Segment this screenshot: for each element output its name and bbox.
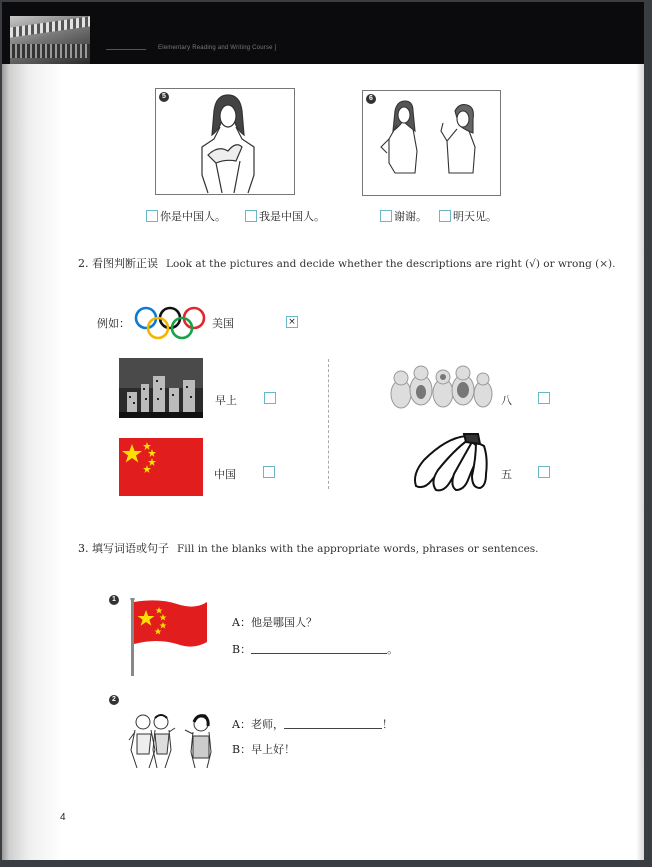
section-3-title-en: Fill in the blanks with the appropriate words, phrases or sentences. — [177, 543, 539, 555]
cats-picture — [387, 360, 493, 416]
item-number-5: 5 — [159, 92, 169, 102]
item-word-morning: 早上 — [215, 394, 237, 407]
section-2-title-en: Look at the pictures and decide whether the descriptions are right (√) or wrong (×). — [166, 258, 616, 270]
choice-6a-checkbox[interactable] — [380, 210, 392, 222]
woman-gesturing-picture — [156, 89, 296, 196]
waving-china-flag-picture — [129, 598, 211, 678]
section-2-title-cn: 2. 看图判断正误 — [78, 257, 158, 270]
q1-answer-blank[interactable] — [251, 653, 387, 654]
students-greeting-teacher-picture — [127, 710, 215, 772]
choice-6b-text: 明天见。 — [453, 210, 497, 223]
q2-line-a — [232, 716, 393, 732]
question-number-2: 2 — [109, 695, 119, 705]
q1-line-b-prefix: B： — [232, 643, 252, 656]
section-2-title — [78, 255, 615, 271]
course-title: Elementary Reading and Writing Course ] — [158, 45, 277, 51]
picture-frame-5 — [155, 88, 295, 195]
q1-line-b — [232, 641, 398, 657]
workbook-page — [2, 2, 644, 860]
answer-box-eight[interactable] — [538, 392, 550, 404]
answer-box-china[interactable] — [263, 466, 275, 478]
section-3-title — [78, 540, 539, 556]
choice-6b[interactable] — [439, 208, 497, 224]
spine-shadow — [2, 2, 62, 860]
choice-5b-checkbox[interactable] — [245, 210, 257, 222]
header-architecture-photo — [10, 16, 90, 64]
choice-5a-checkbox[interactable] — [146, 210, 158, 222]
q1-line-b-suffix: 。 — [387, 643, 399, 656]
question-number-1: 1 — [109, 595, 119, 605]
answer-box-five[interactable] — [538, 466, 550, 478]
two-people-greeting-picture — [363, 91, 502, 197]
china-flag-picture — [119, 438, 203, 496]
column-divider — [328, 359, 329, 489]
choice-6a-text: 谢谢。 — [394, 210, 427, 223]
example-word: 美国 — [212, 317, 234, 330]
item-number-6: 6 — [366, 94, 376, 104]
choice-6a[interactable] — [380, 208, 427, 224]
example-answer-box: × — [286, 316, 298, 328]
q2-line-b: B：早上好！ — [232, 743, 296, 756]
choice-6b-checkbox[interactable] — [439, 210, 451, 222]
q2-line-a-suffix: ！ — [381, 718, 393, 731]
page-edge — [636, 2, 644, 860]
answer-box-morning[interactable] — [264, 392, 276, 404]
choice-5a-text: 你是中国人。 — [160, 210, 226, 223]
choice-5a[interactable] — [146, 208, 226, 224]
header-divider — [106, 49, 146, 50]
olympic-rings-picture — [134, 305, 206, 341]
q2-line-a-prefix: A：老师， — [232, 718, 284, 731]
bananas-picture — [406, 430, 496, 494]
city-night-picture — [119, 358, 203, 418]
page-header — [2, 2, 644, 64]
choice-5b-text: 我是中国人。 — [259, 210, 325, 223]
section-3-title-cn: 3. 填写词语或句子 — [78, 542, 169, 555]
example-prefix: 例如： — [97, 317, 130, 330]
page-number: 4 — [60, 812, 66, 823]
item-word-eight: 八 — [501, 394, 512, 407]
q2-answer-blank[interactable] — [284, 728, 382, 729]
choice-5b[interactable] — [245, 208, 325, 224]
item-word-five: 五 — [501, 468, 512, 481]
q1-line-a: A：他是哪国人？ — [232, 616, 317, 629]
picture-frame-6 — [362, 90, 501, 196]
item-word-china: 中国 — [214, 468, 236, 481]
